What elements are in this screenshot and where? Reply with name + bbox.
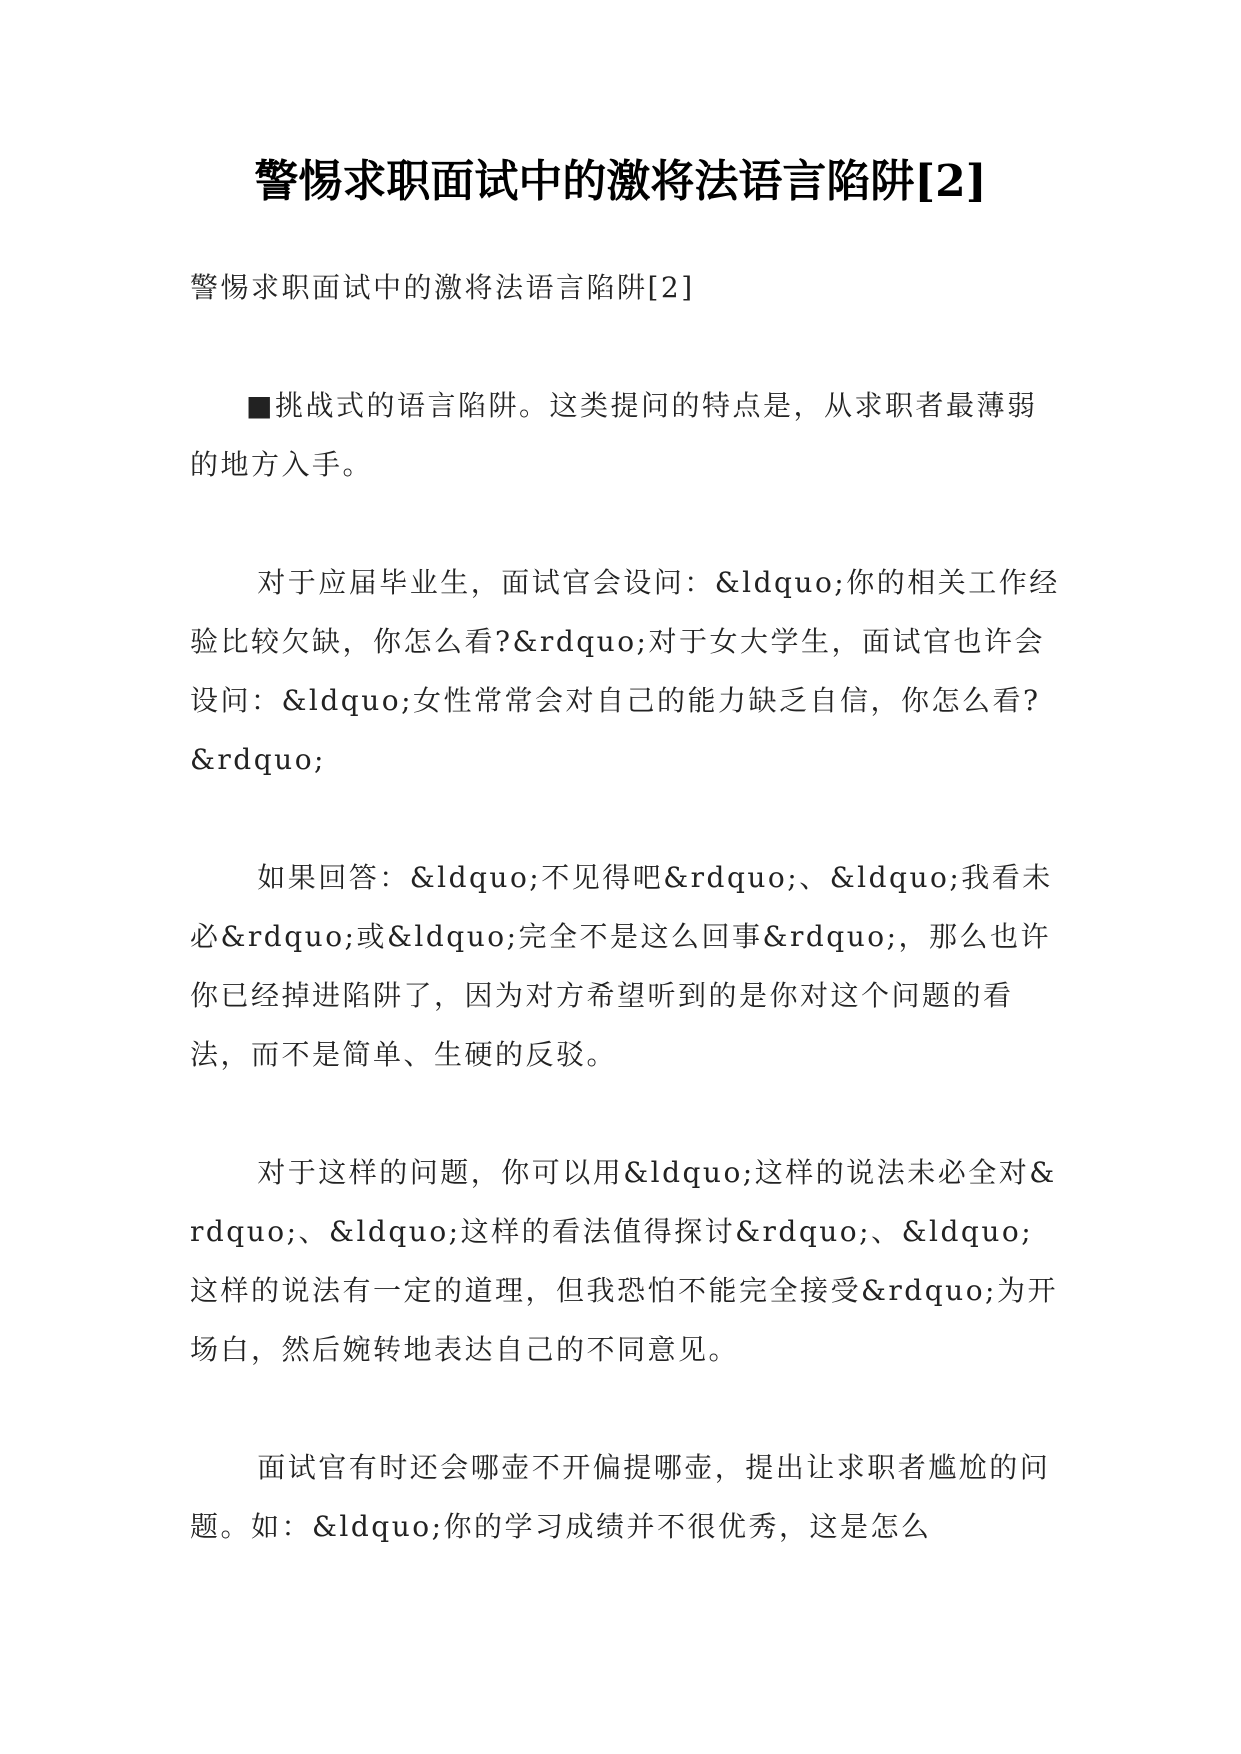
paragraph-subtitle: 警惕求职面试中的激将法语言陷阱[2] [190, 271, 695, 304]
document-body [190, 258, 1062, 1615]
paragraph-4: 对于这样的问题，你可以用&ldquo;这样的说法未必全对&rdquo;、&ldquo;这样的看法值得探讨&rdquo;、&ldquo;这样的说法有一定的道理，但我恐怕不能完全接受&rdquo;为开场白，然后婉转地表达自己的不同意见。 [190, 1156, 1058, 1366]
document-title: 警惕求职面试中的激将法语言陷阱[2] [254, 156, 987, 207]
paragraph-5: 面试官有时还会哪壶不开偏提哪壶，提出让求职者尴尬的问题。如：&ldquo;你的学习成绩并不很优秀，这是怎么 [190, 1451, 1051, 1543]
paragraph-2: 对于应届毕业生，面试官会设问：&ldquo;你的相关工作经验比较欠缺，你怎么看?&rdquo;对于女大学生，面试官也许会设问：&ldquo;女性常常会对自己的能力缺乏自信，你怎么看?&rdquo; [190, 566, 1060, 776]
paragraph-3: 如果回答：&ldquo;不见得吧&rdquo;、&ldquo;我看未必&rdquo;或&ldquo;完全不是这么回事&rdquo;，那么也许你已经掉进陷阱了，因为对方希望听到的是你对这个问题的看法，而不是简单、生硬的反驳。 [190, 861, 1053, 1071]
paragraph-1: ■挑战式的语言陷阱。这类提问的特点是，从求职者最薄弱的地方入手。 [190, 389, 1038, 481]
